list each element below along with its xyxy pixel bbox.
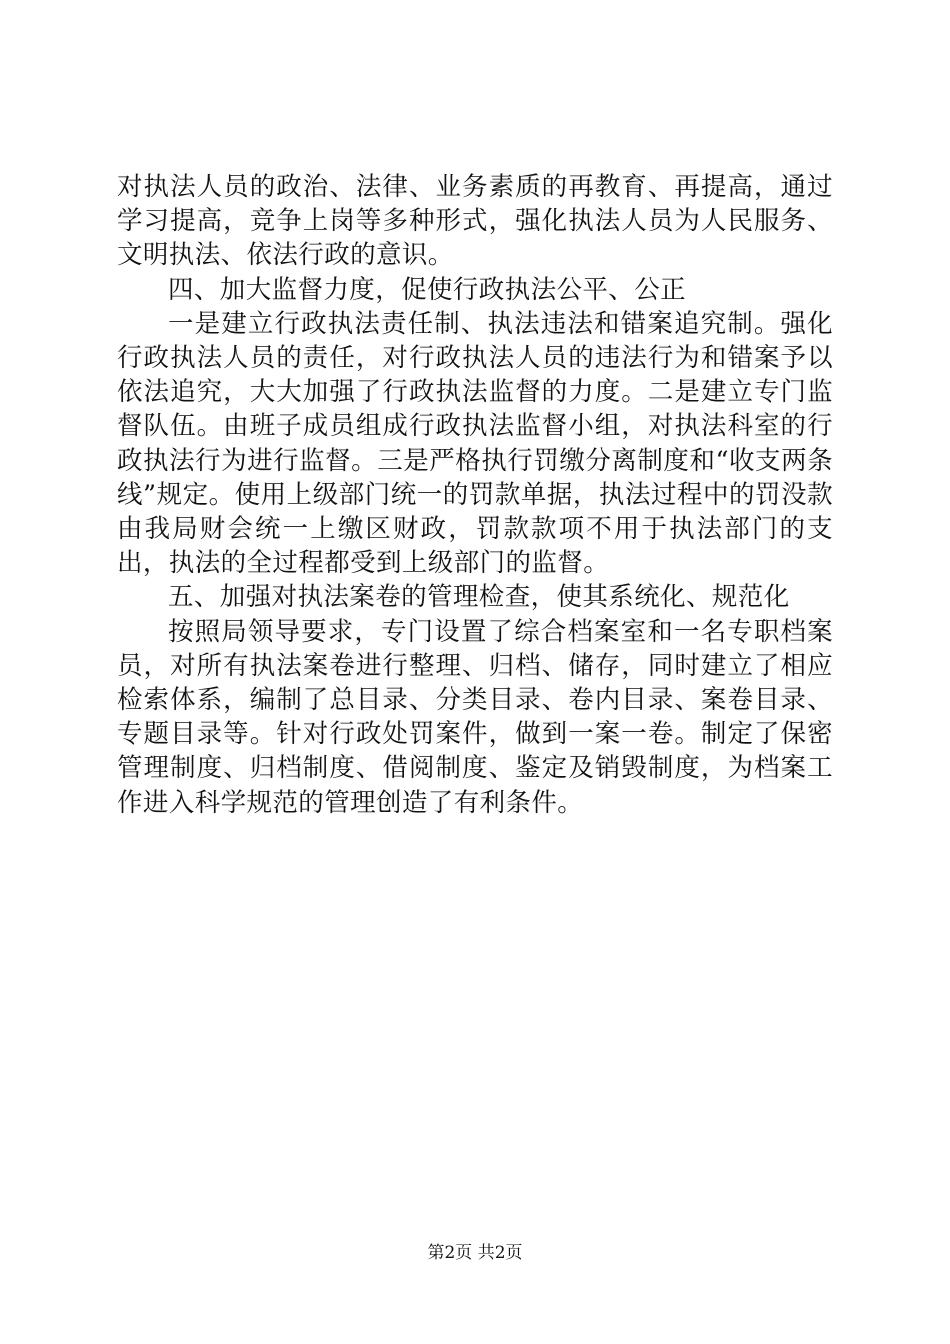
page-footer: 第2页 共2页 [427, 1243, 523, 1263]
paragraph-archives: 按照局领导要求，专门设置了综合档案室和一名专职档案员，对所有执法案卷进行整理、归档、储存，同时建立了相应检索体系，编制了总目录、分类目录、卷内目录、案卷目录、专题目录等。针对行政处罚案件，做到一案一卷。制定了保密管理制度、归档制度、借阅制度、鉴定及销毁制度，为档案工作进入科学规范的管理创造了有利条件。 [117, 616, 833, 818]
paragraph-continuation: 对执法人员的政治、法律、业务素质的再教育、再提高，通过学习提高，竞争上岗等多种形式，强化执法人员为人民服务、文明执法、依法行政的意识。 [117, 172, 833, 271]
document-body [117, 170, 833, 820]
section-heading-5: 五、加强对执法案卷的管理检查，使其系统化、规范化 [168, 582, 790, 613]
section-heading-4: 四、加大监督力度，促使行政执法公平、公正 [168, 274, 687, 305]
paragraph-supervision: 一是建立行政执法责任制、执法违法和错案追究制。强化行政执法人员的责任，对行政执法人员的违法行为和错案予以依法追究，大大加强了行政执法监督的力度。二是建立专门监督队伍。由班子成员组成行政执法监督小组，对执法科室的行政执法行为进行监督。三是严格执行罚缴分离制度和“收支两条线”规定。使用上级部门统一的罚款单据，执法过程中的罚没款由我局财会统一上缴区财政，罚款款项不用于执法部门的支出，执法的全过程都受到上级部门的监督。 [117, 308, 833, 579]
